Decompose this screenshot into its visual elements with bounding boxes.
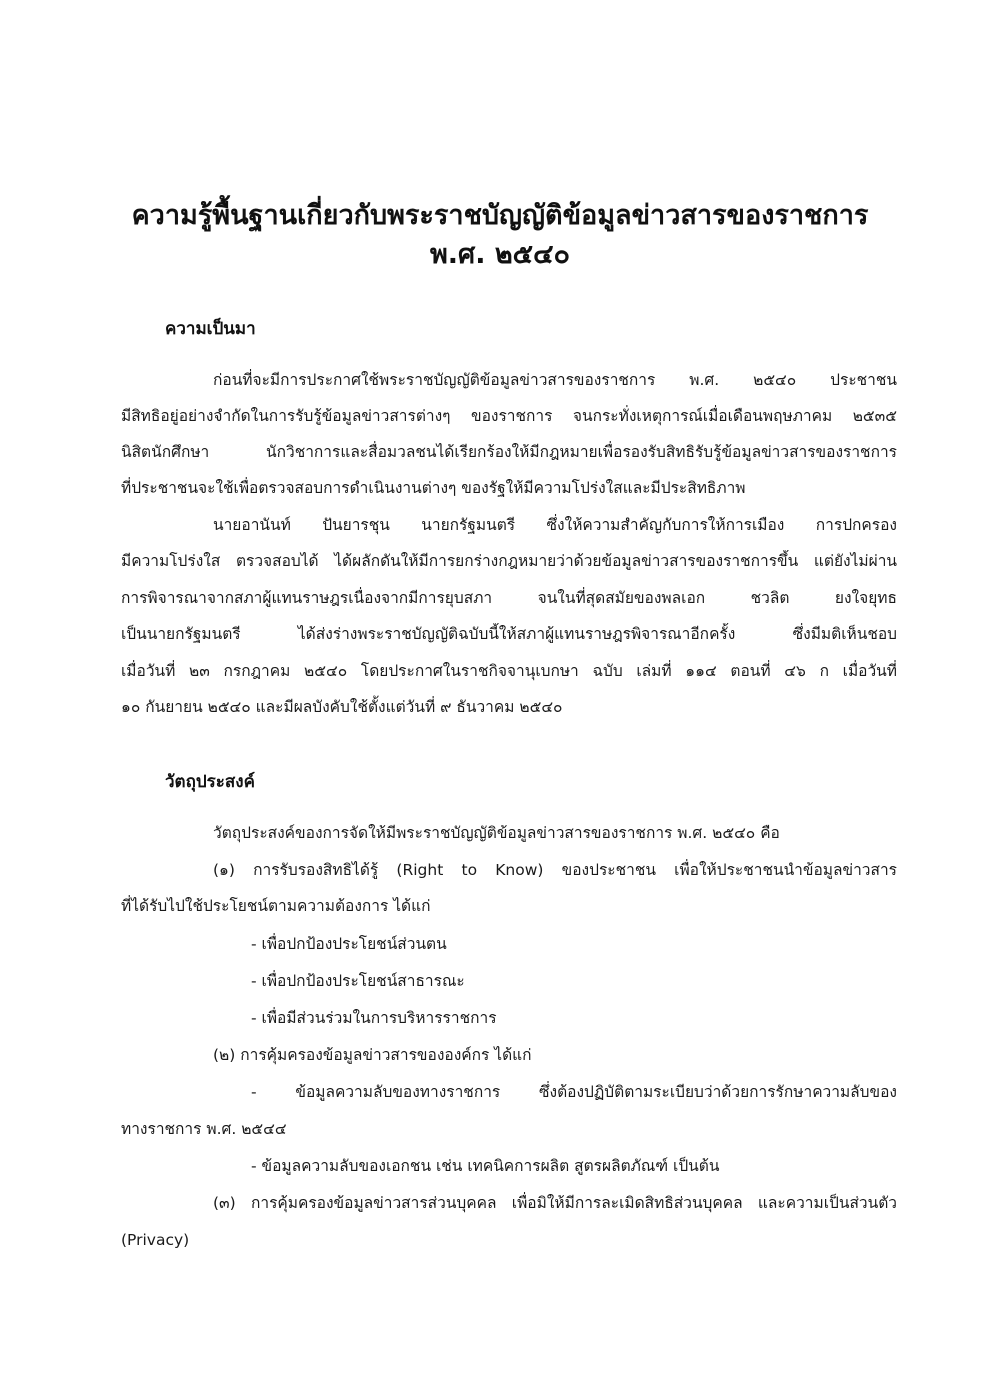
document-title-line1: ความรู้พื้นฐานเกี่ยวกับพระราชบัญญัติข้อมูลข่าวสารของราชการ <box>131 200 869 231</box>
background-paragraph-line: ที่ประชาชนจะใช้เพื่อตรวจสอบการดำเนินงานต่างๆ ของรัฐให้มีความโปร่งใสและมีประสิทธิภาพ <box>121 479 746 497</box>
objective-item1-line2: ที่ได้รับไปใช้ประโยชน์ตามความต้องการ ได้แก่ <box>121 897 431 915</box>
objective-item2-bullet1-line1: - ข้อมูลความลับของทางราชการ ซึ่งต้องปฏิบัติตามระเบียบว่าด้วยการรักษาความลับของ <box>251 1083 897 1101</box>
objective-item1-bullet: - เพื่อปกป้องประโยชน์สาธารณะ <box>251 972 465 990</box>
background-paragraph-line: นิสิตนักศึกษา นักวิชาการและสื่อมวลชนได้เรียกร้องให้มีกฎหมายเพื่อรองรับสิทธิรับรู้ข้อมูลข่าวสารของราชการ <box>121 443 897 461</box>
objective-intro: วัตถุประสงค์ของการจัดให้มีพระราชบัญญัติข้อมูลข่าวสารของราชการ พ.ศ. ๒๕๔๐ คือ <box>213 824 780 842</box>
objective-item3-line2: (Privacy) <box>121 1231 190 1249</box>
objective-heading: วัตถุประสงค์ <box>165 772 255 792</box>
objective-item2: (๒) การคุ้มครองข้อมูลข่าวสารขององค์กร ได้แก่ <box>213 1046 532 1064</box>
background-paragraph-line: นายอานันท์ ปันยารชุน นายกรัฐมนตรี ซึ่งให้ความสำคัญกับการให้การเมือง การปกครอง <box>213 516 897 534</box>
background-paragraph-line: มีสิทธิอยู่อย่างจำกัดในการรับรู้ข้อมูลข่าวสารต่างๆ ของราชการ จนกระทั่งเหตุการณ์เมื่อเดือนพฤษภาคม ๒๕๓๕ <box>121 407 897 425</box>
objective-item1-line1: (๑) การรับรองสิทธิได้รู้ (Right to Know) ของประชาชน เพื่อให้ประชาชนนำข้อมูลข่าวสาร <box>213 861 897 879</box>
objective-item1-bullet: - เพื่อมีส่วนร่วมในการบริหารราชการ <box>251 1009 497 1027</box>
background-paragraph-line: เป็นนายกรัฐมนตรี ได้ส่งร่างพระราชบัญญัติฉบับนี้ให้สภาผู้แทนราษฎรพิจารณาอีกครั้ง ซึ่งมีมติเห็นชอบ <box>121 625 897 643</box>
objective-item2-bullet2: - ข้อมูลความลับของเอกชน เช่น เทคนิคการผลิต สูตรผลิตภัณฑ์ เป็นต้น <box>251 1157 720 1175</box>
document-title-line2: พ.ศ. ๒๕๔๐ <box>430 239 570 270</box>
objective-item2-bullet1-line2: ทางราชการ พ.ศ. ๒๕๔๔ <box>121 1120 287 1138</box>
background-paragraph-line: ๑๐ กันยายน ๒๕๔๐ และมีผลบังคับใช้ตั้งแต่วันที่ ๙ ธันวาคม ๒๕๔๐ <box>121 698 563 716</box>
background-paragraph-line: มีความโปร่งใส ตรวจสอบได้ ได้ผลักดันให้มีการยกร่างกฎหมายว่าด้วยข้อมูลข่าวสารของราชการขึ้น แต่ยังไม่ผ่าน <box>121 552 897 570</box>
background-paragraph-line: การพิจารณาจากสภาผู้แทนราษฎรเนื่องจากมีการยุบสภา จนในที่สุดสมัยของพลเอก ชวลิต ยงใจยุทธ <box>121 589 897 607</box>
background-paragraph-line: เมื่อวันที่ ๒๓ กรกฎาคม ๒๕๔๐ โดยประกาศในราชกิจจานุเบกษา ฉบับ เล่มที่ ๑๑๔ ตอนที่ ๔๖ ก เมื่อวันที่ <box>121 662 897 680</box>
objective-item1-bullet: - เพื่อปกป้องประโยชน์ส่วนตน <box>251 935 447 953</box>
background-paragraph-line: ก่อนที่จะมีการประกาศใช้พระราชบัญญัติข้อมูลข่าวสารของราชการ พ.ศ. ๒๕๔๐ ประชาชน <box>213 371 897 389</box>
background-heading: ความเป็นมา <box>165 319 256 339</box>
objective-item3-line1: (๓) การคุ้มครองข้อมูลข่าวสารส่วนบุคคล เพื่อมิให้มีการละเมิดสิทธิส่วนบุคคล และความเป็นส่วนตัว <box>213 1194 897 1212</box>
